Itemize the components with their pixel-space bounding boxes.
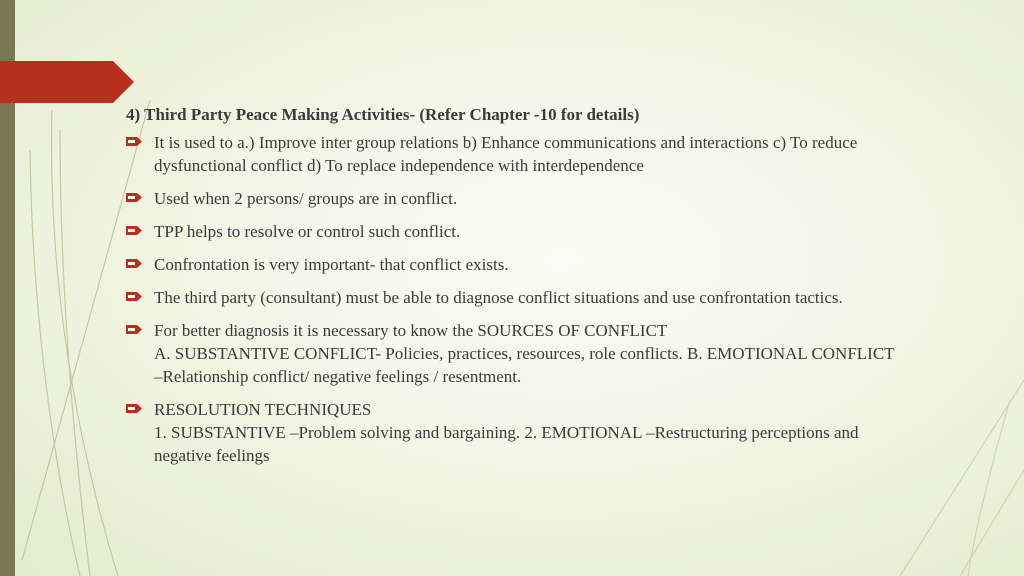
bullet-text-line: A. SUBSTANTIVE CONFLICT- Policies, practices, resources, role conflicts. B. EMOTIONAL CONFLICT bbox=[154, 344, 895, 363]
bullet-text-line: dysfunctional conflict d) To replace independence with interdependence bbox=[154, 156, 644, 175]
bullet-item bbox=[126, 131, 1006, 177]
slide-heading: 4) Third Party Peace Making Activities- (Refer Chapter -10 for details) bbox=[126, 105, 640, 124]
bullet-item bbox=[126, 398, 1006, 467]
bullet-text-line: Used when 2 persons/ groups are in conflict. bbox=[154, 189, 458, 208]
bullet-text-line: negative feelings bbox=[154, 446, 270, 465]
bullet-item bbox=[126, 253, 1006, 276]
bullet-text-line: Confrontation is very important- that conflict exists. bbox=[154, 255, 509, 274]
bullet-item bbox=[126, 286, 1006, 309]
title-accent-tab bbox=[0, 61, 134, 103]
bullet-text-line: RESOLUTION TECHNIQUES bbox=[154, 400, 372, 419]
slide-content bbox=[126, 100, 1006, 477]
pencil-bullet-icon bbox=[126, 258, 142, 269]
pencil-bullet-icon bbox=[126, 136, 142, 147]
bullet-item bbox=[126, 187, 1006, 210]
bullet-text-line: 1. SUBSTANTIVE –Problem solving and bargaining. 2. EMOTIONAL –Restructuring perceptions and bbox=[154, 423, 859, 442]
pencil-bullet-icon bbox=[126, 291, 142, 302]
bullet-list bbox=[126, 131, 1006, 467]
pencil-bullet-icon bbox=[126, 403, 142, 414]
bullet-item bbox=[126, 319, 1006, 388]
bullet-item bbox=[126, 220, 1006, 243]
bullet-text-line: For better diagnosis it is necessary to know the SOURCES OF CONFLICT bbox=[154, 321, 668, 340]
pencil-bullet-icon bbox=[126, 225, 142, 236]
bullet-text-line: TPP helps to resolve or control such conflict. bbox=[154, 222, 461, 241]
bullet-text-line: It is used to a.) Improve inter group relations b) Enhance communications and interactions c) To reduce bbox=[154, 133, 858, 152]
pencil-bullet-icon bbox=[126, 192, 142, 203]
bullet-text-line: –Relationship conflict/ negative feelings / resentment. bbox=[154, 367, 522, 386]
pencil-bullet-icon bbox=[126, 324, 142, 335]
bullet-text-line: The third party (consultant) must be able to diagnose conflict situations and use confrontation tactics. bbox=[154, 288, 843, 307]
